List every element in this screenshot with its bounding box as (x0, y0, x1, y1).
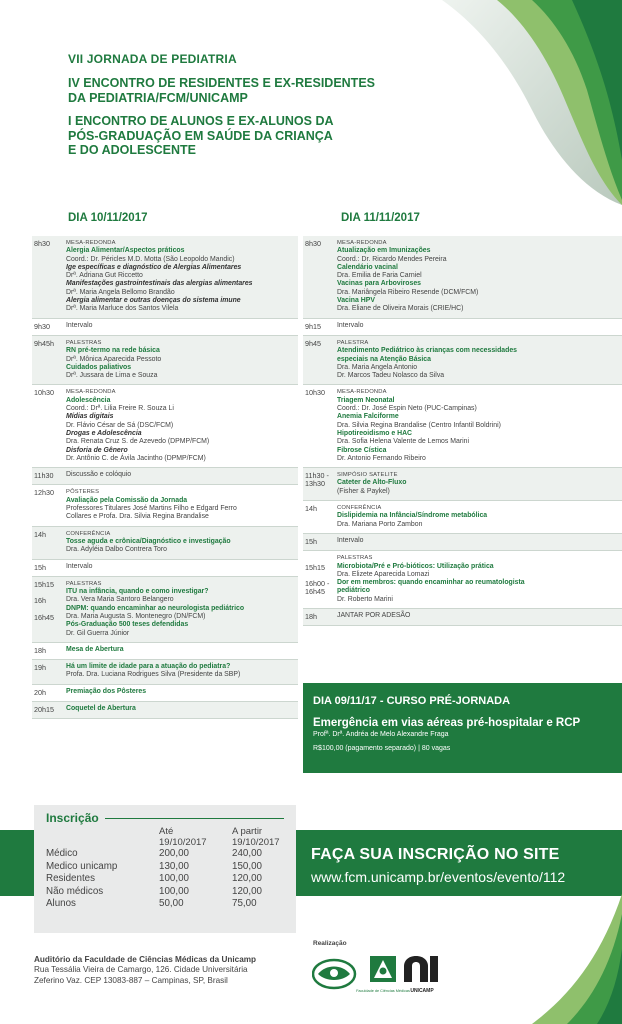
schedule-content (66, 563, 298, 572)
table-row (46, 886, 280, 899)
fcm-logo-text: Faculdade de Ciências Médicas (356, 989, 410, 993)
session-detail: Dra. Silvia Regina Brandalise (Centro Infantil Boldrini) (337, 421, 501, 429)
schedule-row (32, 702, 298, 719)
schedule-row (32, 685, 298, 702)
session-detail: Discussão e colóquio (66, 471, 132, 479)
unicamp-logo-text: UNICAMP (410, 988, 434, 994)
table-row (46, 861, 280, 874)
schedule-content (66, 646, 298, 655)
pricing-heading (46, 811, 284, 825)
title-encontro-residentes (68, 76, 448, 105)
schedule-time: 10h30 (34, 388, 54, 398)
table-cell: 130,00 (159, 860, 189, 872)
session-detail: Drª. Mônica Aparecida Pessoto (66, 355, 162, 363)
session-detail: Coord.: Dr. Ricardo Mendes Pereira (337, 255, 447, 263)
title-jornada: VII JORNADA DE PEDIATRIA (68, 52, 237, 66)
title-line: DA PEDIATRIA/FCM/UNICAMP (68, 90, 248, 105)
session-detail: Intervalo (337, 321, 364, 329)
table-cell: 100,00 (159, 885, 189, 897)
schedule-row (303, 501, 622, 534)
schedule-content (66, 471, 298, 480)
schedule-row (32, 643, 298, 660)
session-type: PALESTRAS (66, 339, 102, 346)
schedule-row (303, 609, 622, 626)
session-detail: Dra. Elizete Aparecida Lomazi (337, 570, 430, 578)
session-title: ITU na infância, quando e como investigar? (66, 588, 209, 596)
session-detail: Dra. Renata Cruz S. de Azevedo (DPMP/FCM) (66, 438, 210, 446)
table-cell: 100,00 (159, 873, 189, 885)
session-type: MESA-REDONDA (337, 389, 387, 396)
session-title: DNPM: quando encaminhar ao neurologista pediátrico (66, 604, 245, 612)
session-title: Tosse aguda e crônica/Diagnóstico e investigação (66, 537, 231, 545)
schedule-content (337, 504, 622, 529)
schedule-row (32, 485, 298, 526)
session-title: Adolescência (66, 396, 111, 404)
title-encontro-alunos (68, 114, 448, 158)
session-detail: Dr. Gil Guerra Júnior (66, 629, 130, 637)
cta-url-link[interactable]: www.fcm.unicamp.br/eventos/evento/112 (311, 869, 566, 885)
session-detail: Intervalo (66, 562, 93, 570)
session-title: Microbiota/Pré e Pró-bióticos: Utilização prática (337, 562, 494, 570)
session-title: Coquetel de Abertura (66, 705, 136, 713)
schedule-content (337, 322, 622, 331)
precourse-heading: DIA 09/11/17 - CURSO PRÉ-JORNADA (313, 695, 511, 707)
precourse-box (303, 683, 622, 773)
session-title: especiais na Atenção Básica (337, 355, 431, 363)
venue-name: Auditório da Faculdade de Ciências Médicas da Unicamp (34, 955, 257, 964)
session-detail: Intervalo (337, 536, 364, 544)
session-detail: Dr. Roberto Marini (337, 595, 393, 603)
table-cell: 200,00 (159, 848, 189, 859)
schedule-time: 9h45h (34, 338, 54, 348)
session-type: PALESTRAS (337, 555, 373, 562)
session-detail: Dra. Eliane de Oliveira Morais (CRIE/HC) (337, 305, 464, 313)
table-header-row (46, 838, 280, 849)
schedule-content (66, 688, 298, 697)
session-detail: Dra. Emilia de Faria Carniel (337, 272, 422, 280)
event-titles (68, 52, 448, 158)
table-row (46, 898, 280, 911)
schedule-content (337, 388, 622, 463)
session-title: Mesa de Abertura (66, 645, 124, 653)
cta-heading: FAÇA SUA INSCRIÇÃO NO SITE (311, 846, 560, 863)
table-cell: Residentes (46, 873, 96, 885)
schedule-content (66, 663, 298, 680)
session-detail: Dr. Antônio C. de Ávila Jacintho (DPMP/FCM) (66, 454, 206, 462)
schedule-time: 10h30 (305, 388, 325, 398)
session-type: SIMPÓSIO SATELITE (337, 472, 398, 479)
schedule-content (66, 705, 298, 714)
schedule-time: 9h15 (305, 321, 321, 331)
table-cell: 120,00 (232, 873, 262, 885)
schedule-day1 (32, 236, 298, 719)
schedule-content (66, 388, 298, 463)
session-detail: Dr. Marcos Tadeu Nolasco da Silva (337, 372, 445, 380)
session-title: RN pré-termo na rede básica (66, 347, 160, 355)
table-row (46, 873, 280, 886)
schedule-row (303, 468, 622, 501)
schedule-time: 15h15 16h00 - 16h45 (305, 562, 330, 597)
table-cell: 240,00 (232, 848, 262, 859)
schedule-row (32, 336, 298, 385)
session-detail: Coord.: Dr. Péricles M.D. Motta (São Leopoldo Mandic) (66, 255, 235, 263)
session-title: Alergia alimentar e outras doenças do sistema imune (66, 297, 241, 305)
table-cell: Médico (46, 848, 78, 859)
session-title: Anemia Falciforme (337, 413, 399, 421)
table-cell: Alunos (46, 898, 76, 910)
session-detail: Dr. Antonio Fernando Ribeiro (337, 454, 426, 462)
schedule-row (303, 336, 622, 385)
table-cell: 75,00 (232, 898, 257, 910)
session-detail: Dr. Flávio César de Sá (DSC/FCM) (66, 421, 174, 429)
schedule-time: 12h30 (34, 488, 54, 498)
table-header-cell: 19/10/2017 (232, 836, 280, 848)
session-detail: Dra. Sofia Helena Valente de Lemos Marini (337, 438, 470, 446)
day2-heading: DIA 11/11/2017 (341, 212, 420, 224)
session-detail: Dra. Mariana Porto Zambon (337, 520, 423, 528)
schedule-row (32, 385, 298, 468)
session-title: pediátrico (337, 587, 370, 595)
schedule-row (303, 236, 622, 319)
session-title: Calendário vacinal (337, 263, 398, 271)
schedule-row (32, 236, 298, 319)
schedule-time: 14h (305, 504, 317, 514)
schedule-time: 15h (305, 536, 317, 546)
venue-street: Rua Tessália Vieira de Camargo, 126. Cidade Universitária (34, 965, 248, 975)
session-title: Há um limite de idade para a atuação do pediatra? (66, 663, 231, 671)
schedule-content (66, 322, 298, 331)
session-title: Dor em membros: quando encaminhar ao reumatologista (337, 579, 525, 587)
title-line: PÓS-GRADUAÇÃO EM SAÚDE DA CRIANÇA (68, 128, 333, 143)
session-detail: Dra. Adyléia Dalbo Contrera Toro (66, 546, 167, 554)
schedule-time: 19h (34, 663, 46, 673)
session-title: Atendimento Pediátrico às crianças com necessidades (337, 347, 517, 355)
session-type: MESA-REDONDA (66, 240, 116, 246)
session-detail: Profa. Dra. Luciana Rodrigues Silva (Presidente da SBP) (66, 671, 241, 679)
table-header-cell (46, 838, 159, 849)
precourse-speaker: Profª. Drª. Andréa de Melo Alexandre Fraga (313, 731, 449, 738)
session-type: MESA-REDONDA (337, 240, 387, 246)
session-detail: Professores Titulares José Martins Filho e Edgard Ferro (66, 505, 237, 513)
schedule-time: 9h30 (34, 321, 50, 331)
session-title: Disforia de Gênero (66, 446, 128, 454)
table-header-cell (46, 827, 159, 838)
schedule-row (32, 319, 298, 336)
session-detail: Dra. Maria Augusta S. Montenegro (DN/FCM) (66, 612, 206, 620)
session-title: Cuidados paliativos (66, 363, 132, 371)
session-detail: Dra. Vera Maria Santoro Belangero (66, 596, 174, 604)
session-title: Hipotireoidismo e HAC (337, 429, 413, 437)
session-title: Manifestações gastrointestinais das alergias alimentares (66, 280, 253, 288)
precourse-price: R$100,00 (pagamento separado) | 80 vagas (313, 745, 451, 752)
schedule-content (337, 339, 622, 380)
session-title: Premiação dos Pôsteres (66, 687, 147, 695)
session-title: Atualização em Imunizações (337, 247, 431, 255)
schedule-time: 20h (34, 687, 46, 697)
sponsor-logos (312, 952, 457, 1000)
schedule-row (32, 660, 298, 685)
session-detail: Coord.: Drª. Lilia Freire R. Souza Li (66, 405, 174, 413)
schedule-row (303, 385, 622, 468)
table-cell: Não médicos (46, 885, 104, 897)
session-detail: Dra. Maria Angela Antonio (337, 363, 418, 371)
session-title: Fibrose Cística (337, 446, 387, 454)
session-type: PALESTRA (337, 339, 369, 346)
schedule-time: 8h30 (34, 239, 50, 248)
schedule-row (303, 534, 622, 551)
session-title: Avaliação pela Comissão da Jornada (66, 496, 188, 504)
table-cell: 50,00 (159, 898, 184, 910)
session-type: PÔSTERES (66, 489, 100, 496)
session-detail: Drª. Maria Angela Bellomo Brandão (66, 288, 175, 296)
venue-city: Zeferino Vaz. CEP 13083-887 – Campinas, SP, Brasil (34, 975, 228, 985)
session-detail: Drª. Jussara de Lima e Souza (66, 372, 158, 380)
session-detail: Drª. Adriana Gut Riccetto (66, 272, 143, 280)
fcm-logo (356, 956, 410, 993)
title-line: I ENCONTRO DE ALUNOS E EX-ALUNOS DA (68, 114, 334, 128)
session-title: Dislipidemia na Infância/Síndrome metabólica (337, 512, 488, 520)
realizacao-label: Realização (313, 940, 347, 947)
schedule-content (66, 239, 298, 314)
schedule-time: 9h45 (305, 338, 321, 348)
session-detail: JANTAR POR ADESÃO (337, 611, 411, 619)
pricing-table (46, 827, 280, 911)
schedule-row (303, 319, 622, 336)
table-cell: Medico unicamp (46, 860, 118, 872)
pediatria-logo (313, 960, 355, 988)
schedule-content (337, 554, 622, 604)
table-header-cell: 19/10/2017 (159, 836, 207, 848)
session-title: Triagem Neonatal (337, 396, 395, 404)
schedule-row (303, 551, 622, 609)
session-detail: Intervalo (66, 321, 93, 329)
session-detail: (Fisher & Paykel) (337, 487, 390, 495)
table-header-cell: Até (159, 826, 174, 837)
schedule-time: 18h (305, 611, 317, 621)
schedule-content (66, 530, 298, 555)
registration-cta (311, 846, 565, 885)
schedule-time: 18h (34, 645, 46, 655)
venue-address (34, 955, 256, 986)
session-title: Alergia Alimentar/Aspectos práticos (66, 247, 185, 255)
session-type: PALESTRAS (66, 580, 102, 587)
table-cell: 120,00 (232, 885, 262, 897)
schedule-content (337, 612, 622, 621)
precourse-title: Emergência em vias aéreas pré-hospitalar e RCP (313, 717, 581, 729)
session-title: Drogas e Adolescência (66, 429, 142, 437)
session-title: Pós-Graduação 500 teses defendidas (66, 621, 189, 629)
schedule-row (32, 527, 298, 560)
schedule-time: 20h15 (34, 705, 54, 715)
session-detail: Coord.: Dr. José Espin Neto (PUC-Campinas) (337, 405, 477, 413)
table-row (46, 848, 280, 861)
schedule-content (337, 239, 622, 314)
decorative-swoosh-bottom (492, 894, 622, 1024)
session-detail: Drª. Maria Marluce dos Santos Vilela (66, 305, 179, 313)
session-type: MESA-REDONDA (66, 389, 116, 396)
schedule-time: 15h (34, 562, 46, 572)
schedule-time: 11h30 - 13h30 (305, 471, 329, 489)
schedule-time: 14h (34, 529, 46, 539)
session-detail: Collares e Profa. Dra. Silvia Regina Brandalise (66, 513, 209, 521)
schedule-content (66, 339, 298, 380)
session-title: Mídias digitais (66, 413, 114, 421)
session-type: CONFERÊNCIA (66, 530, 111, 537)
session-title: Vacina HPV (337, 297, 375, 305)
schedule-row (32, 468, 298, 485)
table-header-row (46, 827, 280, 838)
schedule-time: 15h15 16h 16h45 (34, 579, 54, 622)
title-line: IV ENCONTRO DE RESIDENTES E EX-RESIDENTES (68, 76, 375, 90)
schedule-day2 (303, 236, 622, 626)
day1-heading: DIA 10/11/2017 (68, 212, 148, 224)
schedule-time: 8h30 (305, 239, 321, 248)
session-detail: Dra. Mariângela Ribeiro Resende (DCM/FCM) (337, 288, 479, 296)
schedule-content (337, 471, 622, 496)
session-title: Vacinas para Arboviroses (337, 280, 422, 288)
heading-divider (105, 818, 284, 819)
schedule-row (32, 560, 298, 577)
session-title: Cateter de Alto-Fluxo (337, 479, 407, 487)
schedule-row (32, 577, 298, 643)
schedule-content (66, 580, 298, 638)
schedule-content (66, 488, 298, 521)
schedule-content (337, 537, 622, 546)
pricing-box (34, 805, 296, 933)
table-header-cell: A partir (232, 826, 263, 837)
schedule-time: 11h30 (34, 471, 54, 481)
pricing-heading-text: Inscrição (46, 811, 99, 825)
session-type: CONFERÊNCIA (337, 505, 382, 512)
title-line: E DO ADOLESCENTE (68, 143, 197, 157)
table-cell: 150,00 (232, 860, 262, 872)
session-title: Ige específicas e diagnóstico de Alergias Alimentares (66, 263, 242, 271)
